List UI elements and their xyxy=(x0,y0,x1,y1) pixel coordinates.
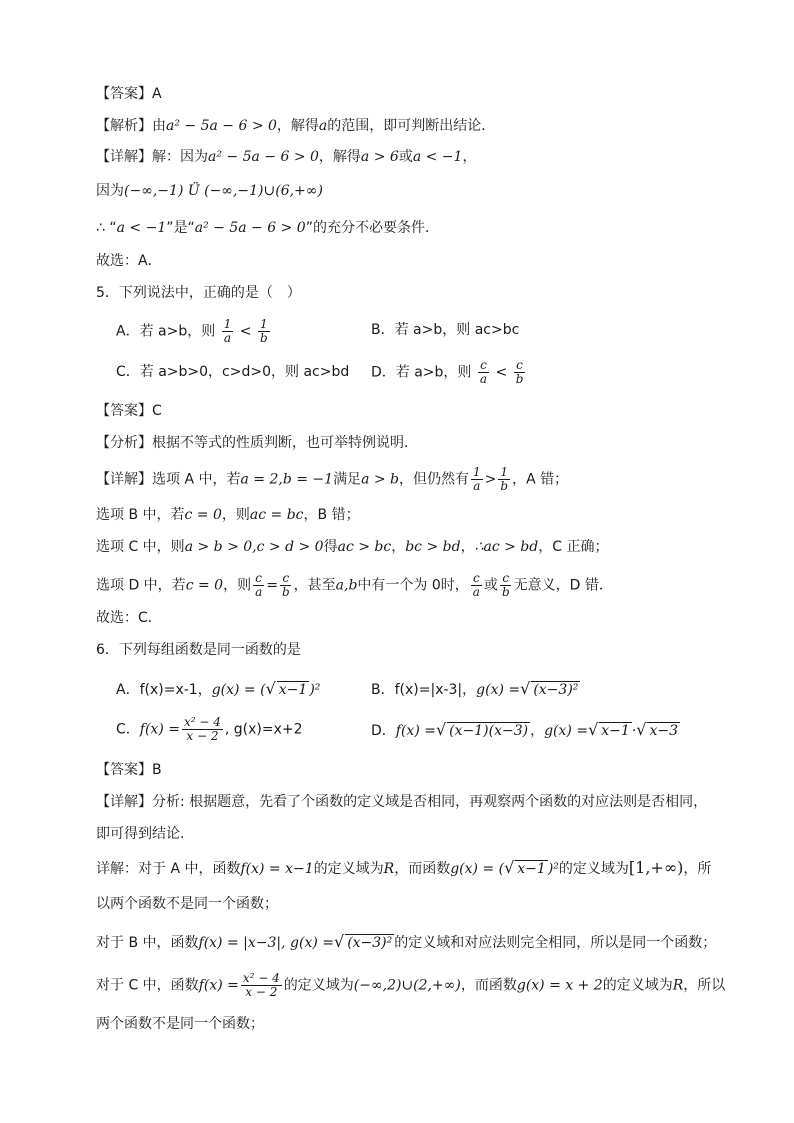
text: 选项 D 中，若 xyxy=(96,577,186,594)
math-expr: ac > bc xyxy=(337,539,392,555)
math-expr: f(x) = xyxy=(395,723,436,739)
denominator: b xyxy=(281,585,290,599)
denominator: a xyxy=(479,372,488,386)
radicand: x−1 xyxy=(278,682,308,698)
math-expr: f(x) = x−1 xyxy=(240,861,314,877)
answer-value: A xyxy=(152,86,162,102)
text: 分析: 根据题意，先看了个函数的定义域是否相同，再观察两个函数的对应法则是否相同， xyxy=(152,794,708,810)
text: 的定义域为 xyxy=(283,977,354,994)
answer-tag: 【答案】 xyxy=(96,86,152,102)
text: ，A 错； xyxy=(512,471,569,488)
fraction xyxy=(498,466,510,493)
operator: > xyxy=(484,471,497,488)
detail-tag: 【详解】 xyxy=(96,471,152,488)
fraction xyxy=(241,972,282,999)
sqrt-icon: √ xyxy=(504,858,515,877)
math-expr: f(x) = xyxy=(139,721,180,738)
option-label: A．若 a>b，则 xyxy=(116,323,216,340)
denominator: b xyxy=(500,479,509,493)
q6-explain-c xyxy=(96,972,725,999)
q5-option-c: C．若 a>b>0，c>d>0，则 ac>bd xyxy=(116,364,350,380)
text: ，但仍然有 xyxy=(399,471,470,488)
q5-choice-line: 故选：C． xyxy=(96,610,162,626)
sqrt-icon: √ xyxy=(333,932,345,951)
text: ，而函数 xyxy=(394,861,451,877)
math-expr: )² xyxy=(547,861,559,877)
math-expr: a > b xyxy=(361,471,400,488)
text: ，则 xyxy=(221,507,250,523)
text: 因为 xyxy=(96,183,124,199)
fraction xyxy=(222,318,234,345)
math-expr: a > b > 0,c > d > 0 xyxy=(184,539,324,555)
numerator: 1 xyxy=(223,317,232,331)
text: 中有一个为 0时， xyxy=(357,577,469,594)
q6-explain-a xyxy=(96,858,711,879)
fraction xyxy=(253,572,264,599)
q6-explain-c-l2: 两个函数不是同一个函数； xyxy=(96,1016,264,1032)
text: ， xyxy=(460,539,475,555)
numerator: c xyxy=(255,571,263,585)
math-expr: ac = bc xyxy=(249,507,304,523)
text: ”是“ xyxy=(166,220,195,236)
math-expr: a² − 5a − 6 > 0 xyxy=(194,220,306,236)
radicand: x−1 xyxy=(517,861,546,877)
math-expr: (−∞,2)∪(2,+∞) xyxy=(353,977,461,994)
q6-option-d xyxy=(371,720,680,741)
denominator: b xyxy=(515,372,524,386)
operator: < xyxy=(239,323,252,340)
radicand: (x−3)² xyxy=(347,935,393,951)
text: 的定义域和对应法则完全相同，所以是同一个函数； xyxy=(394,935,717,951)
q5-detail-b xyxy=(96,505,360,525)
sqrt-icon: √ xyxy=(265,679,276,698)
option-label: C． xyxy=(116,721,140,738)
numerator: 1 xyxy=(500,465,509,479)
text: 选项 B 中，若 xyxy=(96,507,185,523)
q6-option-a xyxy=(116,679,320,700)
option-label: D．若 a>b，则 xyxy=(371,364,472,381)
text: ，解得 xyxy=(318,149,361,165)
denominator: x − 2 xyxy=(245,985,278,999)
fraction xyxy=(280,572,292,599)
q6-explain-a-l2: 以两个函数不是同一个函数； xyxy=(96,896,278,912)
q6-detail-l1 xyxy=(96,792,707,812)
math-expr: g(x) = x + 2 xyxy=(516,977,603,994)
detail-tag: 【详解】 xyxy=(96,794,152,810)
math-expr: (−∞,−1) Ü (−∞,−1)∪(6,+∞) xyxy=(124,183,323,199)
text: ，而函数 xyxy=(460,977,517,994)
math-var: a xyxy=(318,118,328,134)
text: 无意义，D 错． xyxy=(513,577,613,594)
text: 的定义域为 xyxy=(313,861,384,877)
text: 或 xyxy=(483,577,498,594)
radicand: x−1 xyxy=(601,723,630,739)
numerator: c xyxy=(472,571,480,585)
denominator: a xyxy=(472,585,480,599)
numerator: x² − 4 xyxy=(183,715,221,729)
answer-tag: 【答案】 xyxy=(96,762,152,778)
fraction xyxy=(258,318,270,345)
fraction xyxy=(514,359,526,386)
fraction xyxy=(500,572,512,599)
q6-option-c xyxy=(116,716,303,743)
text: 的定义域为 xyxy=(558,861,629,877)
analysis-tag: 【分析】 xyxy=(96,435,152,451)
text: ∴ “ xyxy=(96,220,117,236)
text: ，甚至 xyxy=(293,577,336,594)
text: ，所以 xyxy=(683,977,726,994)
math-var: R xyxy=(672,977,684,994)
numerator: 1 xyxy=(473,465,481,479)
denominator: a xyxy=(473,479,481,493)
q5-option-a xyxy=(116,318,272,345)
text: ，B 错； xyxy=(303,507,360,523)
text: ， xyxy=(391,539,406,555)
text: , g(x)=x+2 xyxy=(224,721,303,738)
math-expr: g(x) = ( xyxy=(450,861,505,877)
text: ，C 正确； xyxy=(538,539,609,555)
q4-because-line xyxy=(96,181,323,201)
text: 解：因为 xyxy=(152,149,208,165)
math-expr: a² − 5a − 6 > 0 xyxy=(166,118,277,134)
fraction xyxy=(471,572,482,599)
text: ， xyxy=(462,149,477,165)
q5-question: 5．下列说法中，正确的是（ ） xyxy=(96,285,301,301)
text: 选项 A 中，若 xyxy=(152,471,241,488)
math-expr: f(x) = |x−3|, g(x) = xyxy=(198,935,334,951)
q4-choice-line: 故选：A． xyxy=(96,253,162,269)
q5-detail-a xyxy=(96,466,568,493)
math-expr: ∴ac > bd xyxy=(474,539,539,555)
text: 选项 C 中，则 xyxy=(96,539,185,555)
text: ， xyxy=(530,723,545,739)
numerator: c xyxy=(480,358,487,372)
option-label: A．f(x)=x-1， xyxy=(116,682,212,698)
text: 对于 B 中，函数 xyxy=(96,935,199,951)
q6-answer-line xyxy=(96,760,162,780)
numerator: c xyxy=(502,571,510,585)
denominator: a xyxy=(255,585,263,599)
detail-tag: 【详解】 xyxy=(96,149,152,165)
math-expr: c = 0 xyxy=(185,577,224,594)
text: 得 xyxy=(323,539,338,555)
q5-detail-c xyxy=(96,537,608,557)
operator: < xyxy=(495,364,508,381)
q4-analysis-line xyxy=(96,116,495,136)
radicand: (x−1)(x−3) xyxy=(449,723,529,739)
radicand: (x−3)² xyxy=(533,682,579,698)
q5-answer-line xyxy=(96,401,162,421)
text: 的定义域为 xyxy=(602,977,673,994)
math-expr: f(x) = xyxy=(198,977,239,994)
numerator: 1 xyxy=(259,317,268,331)
q5-option-b: B．若 a>b，则 ac>bc xyxy=(371,322,520,338)
text: 对于 C 中，函数 xyxy=(96,977,199,994)
math-expr: c = 0 xyxy=(184,507,222,523)
text: ”的充分不必要条件． xyxy=(305,220,439,236)
math-expr: a,b xyxy=(335,577,358,594)
q6-explain-b xyxy=(96,932,716,953)
sqrt-icon: √ xyxy=(435,720,447,739)
answer-value: B xyxy=(152,762,162,778)
math-expr: a < −1 xyxy=(116,220,167,236)
q4-therefore-line xyxy=(96,218,439,238)
sqrt-icon: √ xyxy=(520,679,531,698)
math-expr: [1,+∞) xyxy=(628,858,684,877)
text: 由 xyxy=(152,118,166,134)
answer-tag: 【答案】 xyxy=(96,403,152,419)
numerator: c xyxy=(516,358,523,372)
sqrt-icon: √ xyxy=(588,720,599,739)
text: ，解得 xyxy=(276,118,319,134)
fraction xyxy=(478,359,489,386)
denominator: x − 2 xyxy=(186,729,219,743)
math-expr: a = 2,b = −1 xyxy=(240,471,334,488)
text: 根据不等式的性质判断，也可举特例说明． xyxy=(152,435,418,451)
math-expr: a > 6 xyxy=(360,149,399,165)
math-expr: g(x) = xyxy=(544,723,589,739)
denominator: b xyxy=(259,331,268,345)
numerator: c xyxy=(282,571,290,585)
option-label: D． xyxy=(371,723,396,739)
q6-option-b xyxy=(371,679,580,700)
q6-question: 6．下列每组函数是同一函数的是 xyxy=(96,642,301,658)
q4-detail-line xyxy=(96,147,476,167)
numerator: x² − 4 xyxy=(242,971,280,985)
math-expr: g(x) = xyxy=(476,682,521,698)
text: ，则 xyxy=(223,577,252,594)
text: 或 xyxy=(398,149,413,165)
answer-value: C xyxy=(152,403,162,419)
sqrt-icon: √ xyxy=(636,720,647,739)
math-expr: )² xyxy=(309,682,321,698)
q4-answer-line xyxy=(96,84,162,104)
denominator: a xyxy=(223,331,232,345)
text: ，所 xyxy=(683,861,712,877)
analysis-tag: 【解析】 xyxy=(96,118,152,134)
operator: = xyxy=(266,577,278,594)
text: 满足 xyxy=(333,471,362,488)
math-expr: a² − 5a − 6 > 0 xyxy=(208,149,319,165)
denominator: b xyxy=(501,585,510,599)
math-var: R xyxy=(383,861,395,877)
q5-detail-d xyxy=(96,572,613,599)
q6-detail-l2: 即可得到结论. xyxy=(96,826,185,842)
text: 的范围，即可判断出结论． xyxy=(327,118,496,134)
fraction xyxy=(471,466,483,493)
q5-option-d xyxy=(371,359,527,386)
math-expr: g(x) = ( xyxy=(211,682,266,698)
q5-analysis-line xyxy=(96,433,418,453)
fraction xyxy=(182,716,223,743)
operator: · xyxy=(631,723,637,739)
math-expr: bc > bd xyxy=(405,539,461,555)
radicand: x−3 xyxy=(649,723,679,739)
option-label: B．f(x)=|x-3|， xyxy=(371,682,477,698)
math-expr: a < −1 xyxy=(412,149,463,165)
text: 详解：对于 A 中，函数 xyxy=(96,861,241,877)
